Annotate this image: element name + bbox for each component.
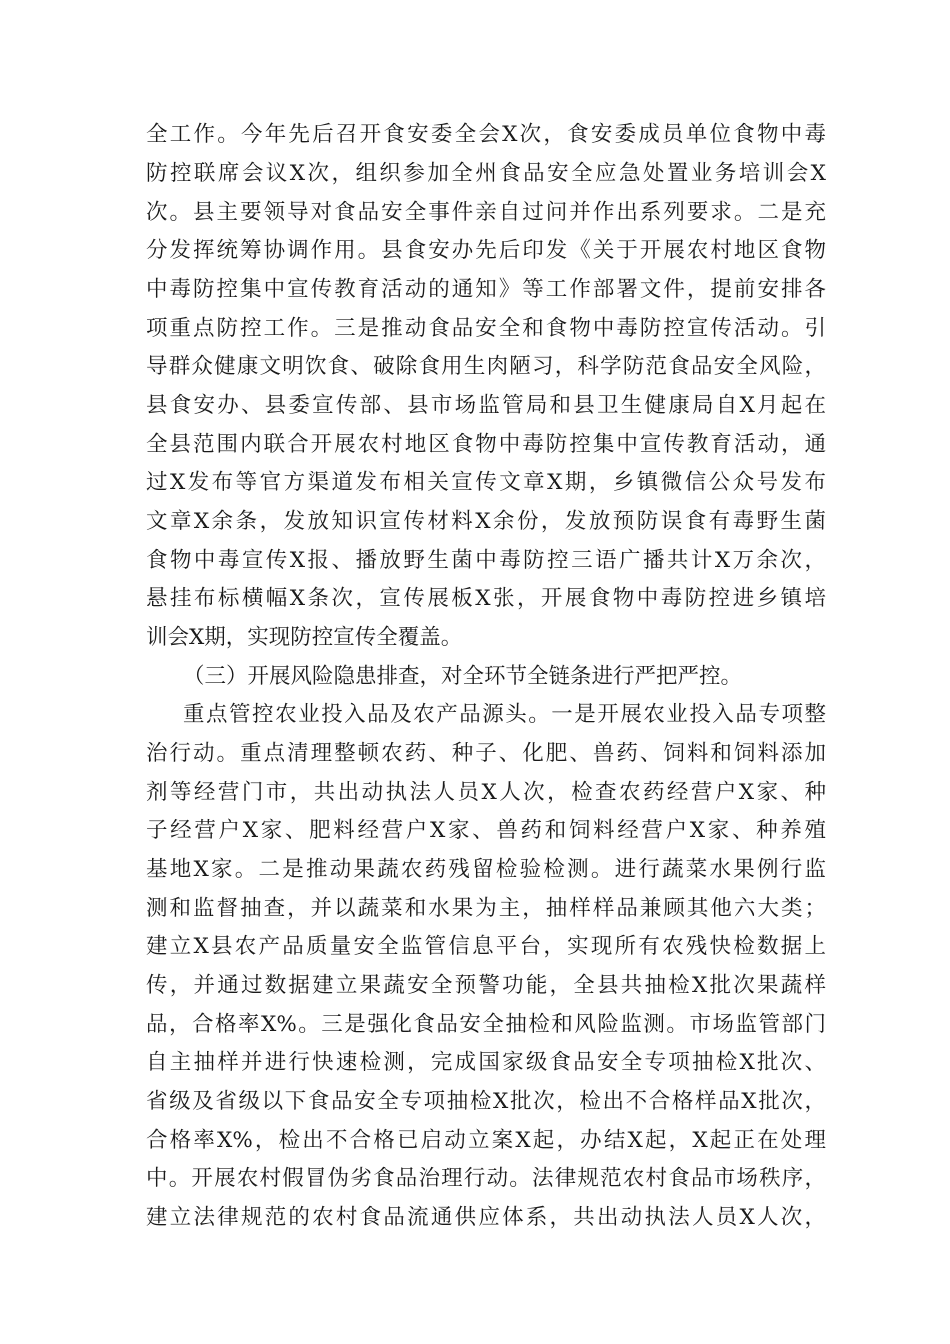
- body-text-line: 基地X家。二是推动果蔬农药残留检验检测。进行蔬菜水果例行监: [146, 857, 826, 882]
- body-text-line: 分发挥统筹协调作用。县食安办先后印发《关于开展农村地区食物: [146, 238, 826, 263]
- body-text-line: 过X发布等官方渠道发布相关宣传文章X期，乡镇微信公众号发布: [146, 470, 826, 495]
- body-text-line: 建立X县农产品质量安全监管信息平台，实现所有农残快检数据上: [146, 934, 826, 959]
- body-text-line: 训会X期，实现防控宣传全覆盖。: [146, 625, 463, 650]
- body-text-line: 合格率X%，检出不合格已启动立案X起，办结X起，X起正在处理: [146, 1128, 826, 1153]
- body-text-line: 悬挂布标横幅X条次，宣传展板X张，开展食物中毒防控进乡镇培: [146, 586, 826, 611]
- body-text-line: 省级及省级以下食品安全专项抽检X批次，检出不合格样品X批次，: [146, 1089, 826, 1114]
- body-text-line: 食物中毒宣传X报、播放野生菌中毒防控三语广播共计X万余次，: [146, 548, 826, 573]
- body-text-line: 次。县主要领导对食品安全事件亲自过问并作出系列要求。二是充: [146, 200, 826, 225]
- body-text-line: 项重点防控工作。三是推动食品安全和食物中毒防控宣传活动。引: [146, 316, 826, 341]
- body-text-line: 全工作。今年先后召开食安委全会X次，食安委成员单位食物中毒: [146, 122, 826, 147]
- body-text-line: 全县范围内联合开展农村地区食物中毒防控集中宣传教育活动，通: [146, 432, 826, 457]
- body-text-line: 重点管控农业投入品及农产品源头。一是开展农业投入品专项整: [183, 702, 826, 727]
- body-text-line: 自主抽样并进行快速检测，完成国家级食品安全专项抽检X批次、: [146, 1050, 826, 1075]
- body-text-line: 县食安办、县委宣传部、县市场监管局和县卫生健康局自X月起在: [146, 393, 826, 418]
- body-text-line: 剂等经营门市，共出动执法人员X人次，检查农药经营户X家、种: [146, 780, 826, 805]
- body-text-line: 子经营户X家、肥料经营户X家、兽药和饲料经营户X家、种养殖: [146, 818, 826, 843]
- section-heading: （三）开展风险隐患排查，对全环节全链条进行严把严控。: [183, 664, 743, 689]
- body-text-line: 导群众健康文明饮食、破除食用生肉陋习，科学防范食品安全风险，: [146, 354, 826, 379]
- body-text-line: 中。开展农村假冒伪劣食品治理行动。法律规范农村食品市场秩序，: [146, 1166, 826, 1191]
- body-text-line: 治行动。重点清理整顿农药、种子、化肥、兽药、饲料和饲料添加: [146, 741, 826, 766]
- body-text-line: 中毒防控集中宣传教育活动的通知》等工作部署文件，提前安排各: [146, 277, 826, 302]
- body-text-line: 文章X余条，发放知识宣传材料X余份，发放预防误食有毒野生菌: [146, 509, 826, 534]
- body-text-line: 传，并通过数据建立果蔬安全预警功能，全县共抽检X批次果蔬样: [146, 973, 826, 998]
- body-text-line: 防控联席会议X次，组织参加全州食品安全应急处置业务培训会X: [146, 161, 826, 186]
- body-text-line: 测和监督抽查，并以蔬菜和水果为主，抽样样品兼顾其他六大类；: [146, 896, 826, 921]
- body-text-line: 品，合格率X%。三是强化食品安全抽检和风险监测。市场监管部门: [146, 1012, 826, 1037]
- body-text-line: 建立法律规范的农村食品流通供应体系，共出动执法人员X人次，: [146, 1205, 826, 1230]
